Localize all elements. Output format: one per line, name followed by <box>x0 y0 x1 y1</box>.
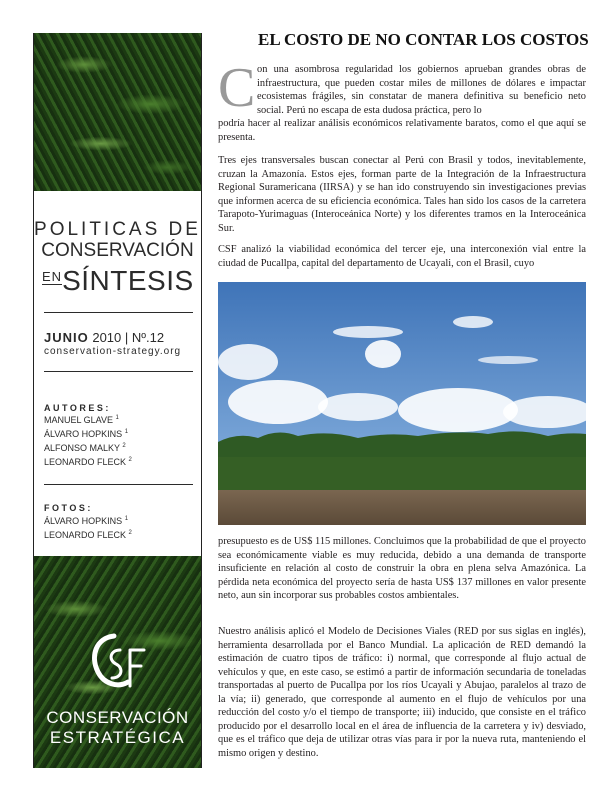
divider <box>44 312 193 313</box>
divider <box>44 371 193 372</box>
paragraph-2: Tres ejes transversales buscan conectar al Perú con Brasil y todos, inevitablemente, cruzan la Amazonía. Estos ejes, forman parte de la Integración de la Infraestructura Regional Suramericana (IIRSA) y se han ido construyendo sin investigaciones previas que informen acerca de su eficiencia económica. Tales han sido los casos de la carretera Tarapoto-Yurimaguas (Interoceánica Norte) y los diferentes tramos en la Interoceánica Sur. <box>218 155 586 234</box>
issue-number: 2010 | Nº.12 <box>88 330 165 345</box>
amazon-river-photo <box>218 282 586 525</box>
author-item: ÁLVARO HOPKINS $^1$ <box>44 429 129 439</box>
author-item: LEONARDO FLECK $^2$ <box>44 457 132 467</box>
paragraph-1-opening: on una asombrosa regularidad los gobiernos aprueban grandes obras de infraestructura, que pueden costar miles de millones de dólares e impactar ecosistemas frágiles, sin constatar de manera definitiva su beneficio neto social. Perú no escapa de esta dudosa práctica, pero lo <box>257 64 586 116</box>
website-link[interactable]: conservation-strategy.org <box>44 346 182 357</box>
photos-label: FOTOS: <box>44 503 93 513</box>
issue-month: JUNIO <box>44 330 89 345</box>
svg-text:CSF: CSF <box>130 698 132 699</box>
brand-sintesis: SÍNTESIS <box>62 265 194 296</box>
paragraph-5: Nuestro análisis aplicó el Modelo de Decisiones Viales (RED por sus siglas en inglés), herramienta desarrollada por el Banco Mundial. La aplicación de RED demandó la estimación de cuatro tipos de tráfico: i) normal, que corresponde al flujo actual de vehículos y que, en este caso, se estimó a partir de información secundaria de toneladas transportadas al puerto de Pucallpa por los ríos Ucayali y Abujao, paralelos al trazo de la vía; ii) generado, que corresponde al aumento en el flujo de vehículos por una reducción del costo y/o el tiempo de transporte; iii) inducido, que consiste en el tráfico producido por el desarrollo local en el área de influencia de la carretera y iv) desviado, que es el tráfico que deja de utilizar otras vías para ir por la nueva ruta, manteniendo el mismo origen y destino. <box>218 626 586 759</box>
logo-text-line2: ESTRATÉGICA <box>49 728 186 747</box>
author-item: MANUEL GLAVE $^1$ <box>44 415 119 425</box>
author-item: ALFONSO MALKY $^2$ <box>44 443 126 453</box>
drop-cap: C <box>218 57 256 119</box>
paragraph-1-continued: podría hacer al realizar análisis económicos relativamente baratos, como el que aquí se presenta. <box>218 118 586 143</box>
photographer-item: LEONARDO FLECK $^2$ <box>44 530 132 540</box>
foliage-photo-top <box>34 33 201 191</box>
paragraph-4: presupuesto es de US$ 115 millones. Concluimos que la probabilidad de que el proyecto sea económicamente viable es muy reducida, debido a una demanda de transporte insuficiente en relación al costo de construir la obra en plena selva Amazónica. La pérdida neta económica del proyecto sería de hasta US$ 137 millones en valor presente neto, aun sin incorporar sus probables costos ambientales. <box>218 536 586 601</box>
brand-en: EN <box>42 269 63 284</box>
brand-title-line1: POLITICAS DE <box>34 219 201 240</box>
paragraph-3: CSF analizó la viabilidad económica del tercer eje, una interconexión vial entre la ciudad de Pucallpa, capital del departamento de Ucayali, con el Brasil, cuyo <box>218 244 586 269</box>
brand-title-line3 <box>42 265 194 297</box>
authors-label: AUTORES: <box>44 403 111 413</box>
brand-title-line2: CONSERVACIÓN <box>41 240 194 261</box>
divider <box>44 484 193 485</box>
sidebar <box>33 33 202 768</box>
csf-logo-icon <box>84 628 154 700</box>
article-title: EL COSTO DE NO CONTAR LOS COSTOS <box>258 30 589 49</box>
logo-text-line1: CONSERVACIÓN <box>46 708 189 727</box>
photographer-item: ÁLVARO HOPKINS $^1$ <box>44 516 129 526</box>
issue-date <box>44 330 164 345</box>
